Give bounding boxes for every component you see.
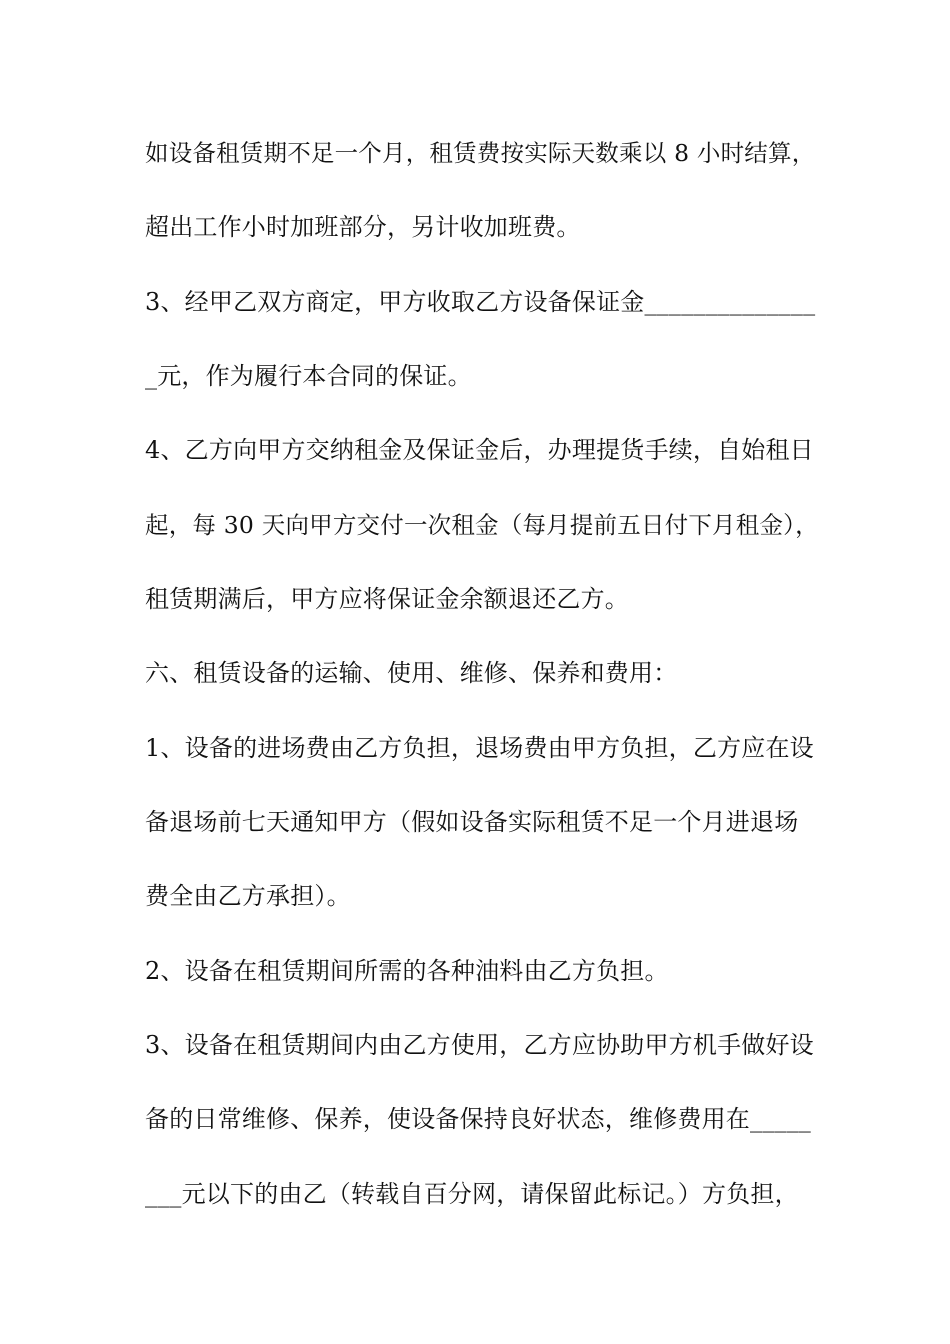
text-line: 3、设备在租赁期间内由乙方使用，乙方应协助甲方机手做好设 xyxy=(145,1031,814,1059)
text-line: 费全由乙方承担）。 xyxy=(145,882,351,910)
text-line: _元，作为履行本合同的保证。 xyxy=(145,362,472,390)
text-line: 起，每 30 天向甲方交付一次租金（每月提前五日付下月租金）， xyxy=(145,511,819,539)
text-line: 4、乙方向甲方交纳租金及保证金后，办理提货手续，自始租日 xyxy=(145,436,814,464)
text-line: 1、设备的进场费由乙方负担，退场费由甲方负担，乙方应在设 xyxy=(145,734,814,762)
text-line: 3、经甲乙双方商定，甲方收取乙方设备保证金______________ xyxy=(145,288,816,316)
text-line: ___元以下的由乙（转载自百分网，请保留此标记。）方负担， xyxy=(145,1180,799,1208)
text-line: 2、设备在租赁期间所需的各种油料由乙方负担。 xyxy=(145,957,669,985)
text-line: 租赁期满后，甲方应将保证金余额退还乙方。 xyxy=(145,585,629,613)
text-line: 备退场前七天通知甲方（假如设备实际租赁不足一个月进退场 xyxy=(145,808,799,836)
text-line: 如设备租赁期不足一个月，租赁费按实际天数乘以 8 小时结算， xyxy=(145,139,816,167)
text-line: 超出工作小时加班部分，另计收加班费。 xyxy=(145,213,581,241)
section-heading: 六、租赁设备的运输、使用、维修、保养和费用： xyxy=(145,659,678,687)
text-line: 备的日常维修、保养，使设备保持良好状态，维修费用在_____ xyxy=(145,1105,811,1133)
